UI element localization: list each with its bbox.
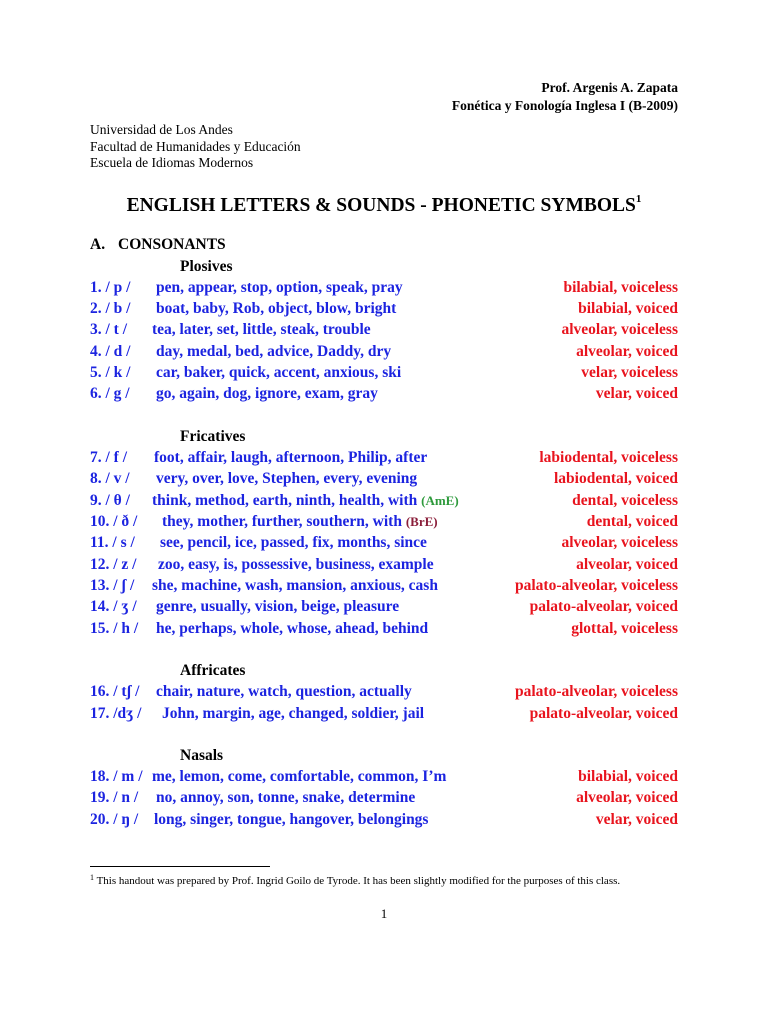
example-words <box>156 789 415 807</box>
phoneme-number: 17. <box>90 705 110 722</box>
phoneme-symbol: / h / <box>113 620 139 637</box>
phoneme-symbol: /dʒ / <box>113 705 142 722</box>
title-footnote-mark: 1 <box>635 193 642 205</box>
phoneme-symbol: / m / <box>113 768 143 785</box>
articulation-description: dental, voiceless <box>572 492 678 509</box>
example-words-text: see, pencil, ice, passed, fix, months, since <box>160 534 427 551</box>
example-words <box>156 343 391 361</box>
example-words-text: zoo, easy, is, possessive, business, example <box>158 556 434 573</box>
example-words <box>152 492 459 510</box>
phoneme-number-symbol <box>90 598 137 616</box>
phoneme-row <box>90 534 690 554</box>
section-heading <box>90 236 226 254</box>
phoneme-number: 15. <box>90 620 110 637</box>
phoneme-symbol: / z / <box>113 556 137 573</box>
articulation-description: labiodental, voiceless <box>539 449 678 466</box>
articulation-description: glottal, voiceless <box>571 620 678 637</box>
phoneme-number-symbol <box>90 321 127 339</box>
articulation-description: alveolar, voiced <box>576 343 678 360</box>
institution-school: Escuela de Idiomas Modernos <box>90 155 254 170</box>
example-words <box>156 598 399 616</box>
articulation-description: palato-alveolar, voiceless <box>514 577 678 594</box>
phoneme-number: 14. <box>90 598 110 615</box>
phoneme-row <box>90 705 690 725</box>
phoneme-number: 18. <box>90 768 110 785</box>
phoneme-number-symbol <box>90 364 130 382</box>
phoneme-row <box>90 321 690 341</box>
phoneme-row <box>90 364 690 384</box>
phoneme-symbol: / ʒ / <box>113 598 137 615</box>
phoneme-row <box>90 513 690 533</box>
articulation-description: bilabial, voiced <box>578 768 678 785</box>
phoneme-symbol: / b / <box>105 300 131 317</box>
phoneme-row <box>90 620 690 640</box>
phoneme-symbol: / ʃ / <box>113 577 135 594</box>
example-words <box>156 620 428 638</box>
example-words-text: very, over, love, Stephen, every, evening <box>156 470 418 487</box>
phoneme-number-symbol <box>90 449 127 467</box>
phoneme-number-symbol <box>90 385 130 403</box>
phoneme-number: 7. <box>90 449 102 466</box>
phoneme-number: 5. <box>90 364 102 381</box>
example-words <box>154 811 428 829</box>
phoneme-symbol: / s / <box>112 534 135 551</box>
phoneme-number: 3. <box>90 321 102 338</box>
phoneme-symbol: / n / <box>113 789 139 806</box>
phoneme-row <box>90 598 690 618</box>
phoneme-symbol: / g / <box>105 385 130 402</box>
articulation-description: palato-alveolar, voiceless <box>514 683 678 700</box>
phoneme-number: 19. <box>90 789 110 806</box>
example-words <box>156 385 378 403</box>
phoneme-number-symbol <box>90 705 141 723</box>
example-words-text: pen, appear, stop, option, speak, pray <box>156 279 403 296</box>
example-words <box>152 321 371 339</box>
phoneme-symbol: / f / <box>105 449 128 466</box>
phoneme-row <box>90 789 690 809</box>
phoneme-number: 6. <box>90 385 102 402</box>
institution-university: Universidad de Los Andes <box>90 122 233 137</box>
phoneme-number-symbol <box>90 534 135 552</box>
phoneme-row <box>90 556 690 576</box>
course-line: Fonética y Fonología Inglesa I (B-2009) <box>451 98 678 113</box>
example-words-text: go, again, dog, ignore, exam, gray <box>156 385 378 402</box>
articulation-description: bilabial, voiceless <box>563 279 678 296</box>
example-words-text: she, machine, wash, mansion, anxious, cash <box>152 577 438 594</box>
phoneme-row <box>90 300 690 320</box>
variety-note: (AmE) <box>421 493 459 508</box>
phoneme-symbol: / k / <box>105 364 131 381</box>
institution-faculty: Facultad de Humanidades y Educación <box>90 139 301 154</box>
example-words-text: genre, usually, vision, beige, pleasure <box>156 598 400 615</box>
example-words <box>162 513 438 531</box>
articulation-description: bilabial, voiced <box>578 300 678 317</box>
phoneme-number: 13. <box>90 577 110 594</box>
phoneme-number-symbol <box>90 620 138 638</box>
example-words <box>158 556 434 574</box>
phoneme-row <box>90 492 690 512</box>
phoneme-symbol: / ŋ / <box>113 811 139 828</box>
phoneme-number: 1. <box>90 279 102 296</box>
phoneme-number-symbol <box>90 577 134 595</box>
articulation-description: velar, voiced <box>595 811 678 828</box>
example-words <box>156 683 412 701</box>
phoneme-number-symbol <box>90 683 139 701</box>
phoneme-number-symbol <box>90 470 130 488</box>
example-words-text: long, singer, tongue, hangover, belongings <box>154 811 429 828</box>
phoneme-symbol: / θ / <box>105 492 130 509</box>
phoneme-number-symbol <box>90 789 138 807</box>
phoneme-symbol: / t / <box>105 321 128 338</box>
phoneme-number: 2. <box>90 300 102 317</box>
articulation-description: dental, voiced <box>586 513 678 530</box>
example-words-text: boat, baby, Rob, object, blow, bright <box>156 300 397 317</box>
example-words-text: chair, nature, watch, question, actually <box>156 683 412 700</box>
phoneme-row <box>90 811 690 831</box>
phoneme-row <box>90 577 690 597</box>
phoneme-number: 11. <box>90 534 109 551</box>
phoneme-row <box>90 385 690 405</box>
example-words <box>160 534 427 552</box>
variety-note: (BrE) <box>405 514 438 529</box>
title-text: ENGLISH LETTERS & SOUNDS - PHONETIC SYMBOLS <box>126 195 636 216</box>
articulation-description: velar, voiced <box>595 385 678 402</box>
phoneme-number-symbol <box>90 300 130 318</box>
example-words <box>156 300 396 318</box>
phoneme-number: 4. <box>90 343 102 360</box>
phoneme-number-symbol <box>90 768 143 786</box>
category-fricatives: Fricatives <box>180 428 246 445</box>
phoneme-row <box>90 449 690 469</box>
example-words-text: day, medal, bed, advice, Daddy, dry <box>156 343 392 360</box>
footnote-divider <box>90 866 270 867</box>
articulation-description: alveolar, voiced <box>576 789 678 806</box>
phoneme-number: 9. <box>90 492 102 509</box>
example-words <box>154 449 427 467</box>
example-words-text: John, margin, age, changed, soldier, jail <box>162 705 425 722</box>
phoneme-symbol: / v / <box>105 470 130 487</box>
example-words-text: they, mother, further, southern, with <box>162 513 402 530</box>
example-words-text: car, baker, quick, accent, anxious, ski <box>156 364 402 381</box>
example-words <box>162 705 424 723</box>
phoneme-symbol: / d / <box>105 343 131 360</box>
phoneme-number-symbol <box>90 343 130 361</box>
section-letter: A. <box>90 236 106 253</box>
phoneme-row <box>90 683 690 703</box>
phoneme-symbol: / ð / <box>113 513 138 530</box>
example-words-text: he, perhaps, whole, whose, ahead, behind <box>156 620 429 637</box>
example-words <box>152 577 438 595</box>
articulation-description: alveolar, voiceless <box>561 321 678 338</box>
example-words <box>156 364 401 382</box>
example-words-text: tea, later, set, little, steak, trouble <box>152 321 371 338</box>
category-plosives: Plosives <box>180 258 233 275</box>
articulation-description: alveolar, voiced <box>576 556 678 573</box>
phoneme-number-symbol <box>90 492 130 510</box>
page-number: 1 <box>380 906 388 921</box>
example-words-text: me, lemon, come, comfortable, common, I’m <box>152 768 447 785</box>
example-words-text: foot, affair, laugh, afternoon, Philip, after <box>154 449 428 466</box>
phoneme-symbol: / p / <box>105 279 131 296</box>
articulation-description: palato-alveolar, voiced <box>529 598 678 615</box>
section-label: CONSONANTS <box>118 236 226 253</box>
footnote <box>90 874 680 888</box>
articulation-description: palato-alveolar, voiced <box>529 705 678 722</box>
articulation-description: alveolar, voiceless <box>561 534 678 551</box>
example-words <box>156 279 403 297</box>
example-words <box>152 768 446 786</box>
example-words <box>156 470 417 488</box>
phoneme-row <box>90 343 690 363</box>
phoneme-row <box>90 768 690 788</box>
example-words-text: think, method, earth, ninth, health, with <box>152 492 418 509</box>
author-line: Prof. Argenis A. Zapata <box>541 80 678 95</box>
footnote-mark: 1 <box>90 873 94 882</box>
example-words-text: no, annoy, son, tonne, snake, determine <box>156 789 416 806</box>
phoneme-number-symbol <box>90 811 138 829</box>
phoneme-row <box>90 470 690 490</box>
page-title <box>0 195 768 217</box>
phoneme-number: 12. <box>90 556 110 573</box>
phoneme-row <box>90 279 690 299</box>
phoneme-number: 16. <box>90 683 110 700</box>
phoneme-symbol: / tʃ / <box>113 683 140 700</box>
phoneme-number-symbol <box>90 556 137 574</box>
phoneme-number: 20. <box>90 811 110 828</box>
category-affricates: Affricates <box>180 662 246 679</box>
phoneme-number: 10. <box>90 513 110 530</box>
footnote-text: This handout was prepared by Prof. Ingrid Goilo de Tyrode. It has been slightly modified for the purposes of this class. <box>96 875 621 887</box>
articulation-description: labiodental, voiced <box>553 470 678 487</box>
phoneme-number-symbol <box>90 513 137 531</box>
phoneme-number-symbol <box>90 279 130 297</box>
category-nasals: Nasals <box>180 747 224 764</box>
phoneme-number: 8. <box>90 470 102 487</box>
articulation-description: velar, voiceless <box>581 364 678 381</box>
